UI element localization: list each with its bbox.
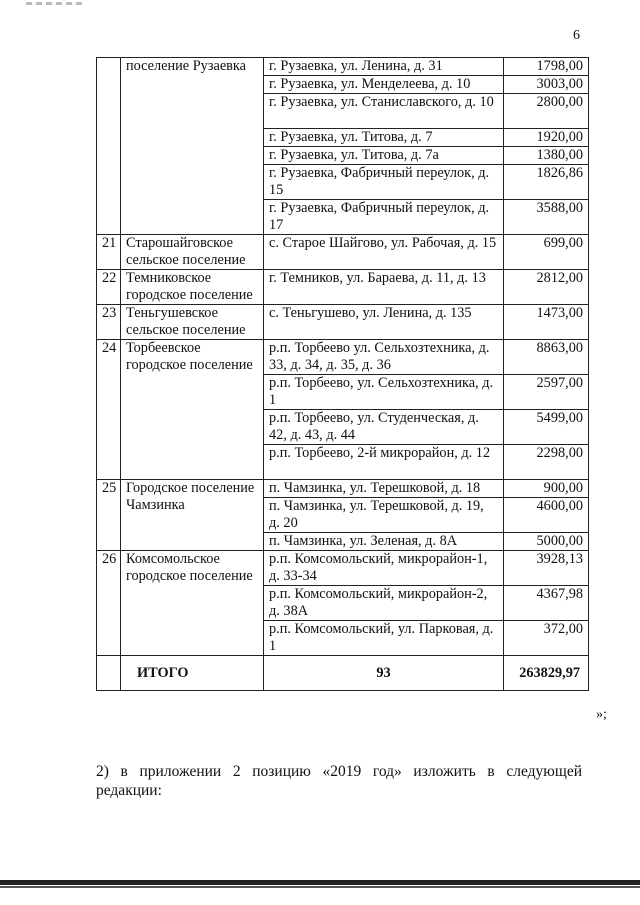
address-table-body — [97, 58, 589, 691]
area-value-cell: 1473,00 — [504, 305, 589, 340]
bottom-rule — [0, 880, 640, 885]
table-row — [97, 235, 589, 270]
table-row — [97, 270, 589, 305]
row-number: 24 — [97, 340, 121, 480]
settlement-name: Комсомольское городское поселение — [121, 551, 264, 656]
table-row — [97, 305, 589, 340]
address-cell: г. Рузаевка, Фабричный переулок, д. 17 — [264, 200, 504, 235]
total-label: ИТОГО — [121, 656, 264, 691]
row-number: 21 — [97, 235, 121, 270]
area-value-cell: 2812,00 — [504, 270, 589, 305]
address-cell: р.п. Торбеево, 2-й микрорайон, д. 12 — [264, 445, 504, 480]
area-value-cell: 2597,00 — [504, 375, 589, 410]
total-count: 93 — [264, 656, 504, 691]
table-row — [97, 480, 589, 498]
closing-quote: »; — [596, 707, 607, 722]
scan-artifact — [26, 2, 84, 5]
address-cell: р.п. Комсомольский, микрорайон-2, д. 38А — [264, 586, 504, 621]
address-cell: г. Рузаевка, ул. Титова, д. 7 — [264, 129, 504, 147]
address-cell: г. Рузаевка, ул. Ленина, д. 31 — [264, 58, 504, 76]
amendment-paragraph-line-1: 2) в приложении 2 позицию «2019 год» изложить в следующей — [96, 763, 582, 780]
total-sum: 263829,97 — [504, 656, 589, 691]
table-row — [97, 551, 589, 586]
area-value-cell: 1380,00 — [504, 147, 589, 165]
area-value-cell: 372,00 — [504, 621, 589, 656]
table-row — [97, 58, 589, 76]
row-number: 23 — [97, 305, 121, 340]
settlement-name: Старошайговское сельское поселение — [121, 235, 264, 270]
address-cell: р.п. Комсомольский, микрорайон-1, д. 33-34 — [264, 551, 504, 586]
address-cell: п. Чамзинка, ул. Зеленая, д. 8А — [264, 533, 504, 551]
address-cell: п. Чамзинка, ул. Терешковой, д. 18 — [264, 480, 504, 498]
page-number: 6 — [573, 28, 580, 43]
area-value-cell: 1798,00 — [504, 58, 589, 76]
area-value-cell: 5000,00 — [504, 533, 589, 551]
address-cell: р.п. Торбеево, ул. Студенческая, д. 42, д. 43, д. 44 — [264, 410, 504, 445]
area-value-cell: 1826,86 — [504, 165, 589, 200]
table-row — [97, 340, 589, 375]
address-table — [96, 57, 589, 691]
area-value-cell: 2800,00 — [504, 94, 589, 129]
area-value-cell: 4600,00 — [504, 498, 589, 533]
area-value-cell: 4367,98 — [504, 586, 589, 621]
settlement-name: поселение Рузаевка — [121, 58, 264, 235]
address-cell: с. Старое Шайгово, ул. Рабочая, д. 15 — [264, 235, 504, 270]
total-number-cell — [97, 656, 121, 691]
address-cell: с. Теньгушево, ул. Ленина, д. 135 — [264, 305, 504, 340]
address-cell: п. Чамзинка, ул. Терешковой, д. 19, д. 20 — [264, 498, 504, 533]
address-cell: г. Рузаевка, Фабричный переулок, д. 15 — [264, 165, 504, 200]
area-value-cell: 3928,13 — [504, 551, 589, 586]
area-value-cell: 3588,00 — [504, 200, 589, 235]
area-value-cell: 900,00 — [504, 480, 589, 498]
address-cell: г. Рузаевка, ул. Титова, д. 7а — [264, 147, 504, 165]
row-number: 26 — [97, 551, 121, 656]
address-cell: г. Рузаевка, ул. Станиславского, д. 10 — [264, 94, 504, 129]
address-cell: р.п. Комсомольский, ул. Парковая, д. 1 — [264, 621, 504, 656]
area-value-cell: 2298,00 — [504, 445, 589, 480]
total-row — [97, 656, 589, 691]
area-value-cell: 8863,00 — [504, 340, 589, 375]
bottom-rule-thin — [0, 886, 640, 888]
address-cell: р.п. Торбеево, ул. Сельхозтехника, д. 1 — [264, 375, 504, 410]
row-number: 22 — [97, 270, 121, 305]
row-number: 25 — [97, 480, 121, 551]
settlement-name: Теньгушевское сельское поселение — [121, 305, 264, 340]
settlement-name: Торбеевское городское поселение — [121, 340, 264, 480]
settlement-name: Темниковское городское поселение — [121, 270, 264, 305]
area-value-cell: 5499,00 — [504, 410, 589, 445]
address-cell: р.п. Торбеево ул. Сельхозтехника, д. 33, д. 34, д. 35, д. 36 — [264, 340, 504, 375]
row-number — [97, 58, 121, 235]
settlement-name: Городское поселение Чамзинка — [121, 480, 264, 551]
amendment-paragraph-line-2: редакции: — [96, 782, 162, 799]
address-cell: г. Темников, ул. Бараева, д. 11, д. 13 — [264, 270, 504, 305]
area-value-cell: 699,00 — [504, 235, 589, 270]
area-value-cell: 3003,00 — [504, 76, 589, 94]
area-value-cell: 1920,00 — [504, 129, 589, 147]
address-cell: г. Рузаевка, ул. Менделеева, д. 10 — [264, 76, 504, 94]
